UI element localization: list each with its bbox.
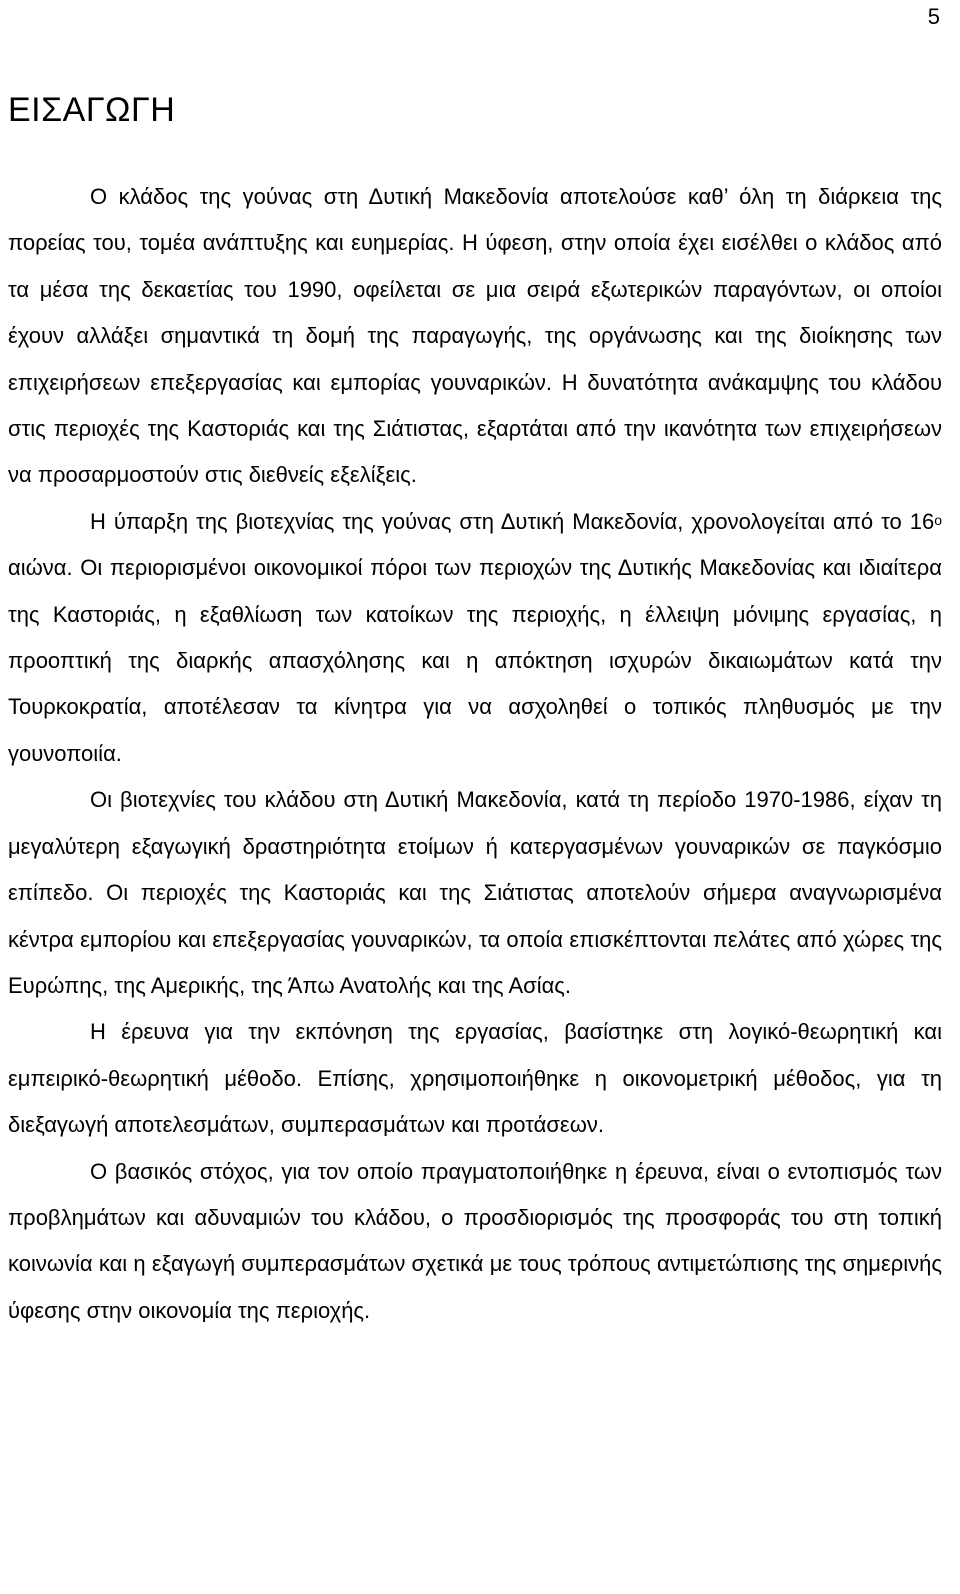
paragraph-2-text-b: αιώνα. Οι περιορισμένοι οικονομικοί πόροι των περιοχών της Δυτικής Μακεδονίας και ιδιαίτερα της Καστοριάς, η εξαθλίωση των κατοίκων της περιοχής, η έλλειψη μόνιμης εργασίας, η προοπτική της διαρκής απασχόλησης και η απόκτηση ισχυρών δικαιωμάτων κατά την Τουρκοκρατία, αποτέλεσαν τα κίνητρα για να ασχοληθεί ο τοπικός πληθυσμός με την γουνοποιία. <box>8 555 942 766</box>
page-title: ΕΙΣΑΓΩΓΗ <box>8 91 176 129</box>
body-text <box>8 174 942 1334</box>
paragraph-4: Η έρευνα για την εκπόνηση της εργασίας, βασίστηκε στη λογικό-θεωρητική και εμπειρικό-θεωρητική μέθοδο. Επίσης, χρησιμοποιήθηκε η οικονομετρική μέθοδος, για τη διεξαγωγή αποτελεσμάτων, συμπερασμάτων και προτάσεων. <box>8 1019 942 1138</box>
ordinal-superscript: ο <box>934 511 942 528</box>
paragraph-3: Οι βιοτεχνίες του κλάδου στη Δυτική Μακεδονία, κατά τη περίοδο 1970-1986, είχαν τη μεγαλύτερη εξαγωγική δραστηριότητα ετοίμων ή κατεργασμένων γουναρικών σε παγκόσμιο επίπεδο. Οι περιοχές της Καστοριάς και της Σιάτιστας αποτελούν σήμερα αναγνωρισμένα κέντρα εμπορίου και επεξεργασίας γουναρικών, τα οποία επισκέπτονται πελάτες από χώρες της Ευρώπης, της Αμερικής, της Άπω Ανατολής και της Ασίας. <box>8 787 942 998</box>
paragraph-1: Ο κλάδος της γούνας στη Δυτική Μακεδονία αποτελούσε καθ’ όλη τη διάρκεια της πορείας του, τομέα ανάπτυξης και ευημερίας. Η ύφεση, στην οποία έχει εισέλθει ο κλάδος από τα μέσα της δεκαετίας του 1990, οφείλεται σε μια σειρά εξωτερικών παραγόντων, οι οποίοι έχουν αλλάξει σημαντικά τη δομή της παραγωγής, της οργάνωσης και της διοίκησης των επιχειρήσεων επεξεργασίας και εμπορίας γουναρικών. Η δυνατότητα ανάκαμψης του κλάδου στις περιοχές της Καστοριάς και της Σιάτιστας, εξαρτάται από την ικανότητα των επιχειρήσεων να προσαρμοστούν στις διεθνείς εξελίξεις. <box>8 184 942 488</box>
paragraph-5: Ο βασικός στόχος, για τον οποίο πραγματοποιήθηκε η έρευνα, είναι ο εντοπισμός των προβλημάτων και αδυναμιών του κλάδου, ο προσδιορισμός της προσφοράς του στη τοπική κοινωνία και η εξαγωγή συμπερασμάτων σχετικά με τους τρόπους αντιμετώπισης της σημερινής ύφεσης στην οικονομία της περιοχής. <box>8 1158 942 1323</box>
paragraph-2 <box>8 499 942 777</box>
paragraph-2-text-a: Η ύπαρξη της βιοτεχνίας της γούνας στη Δυτική Μακεδονία, χρονολογείται από το 16 <box>90 508 935 534</box>
page-number: 5 <box>927 4 940 29</box>
